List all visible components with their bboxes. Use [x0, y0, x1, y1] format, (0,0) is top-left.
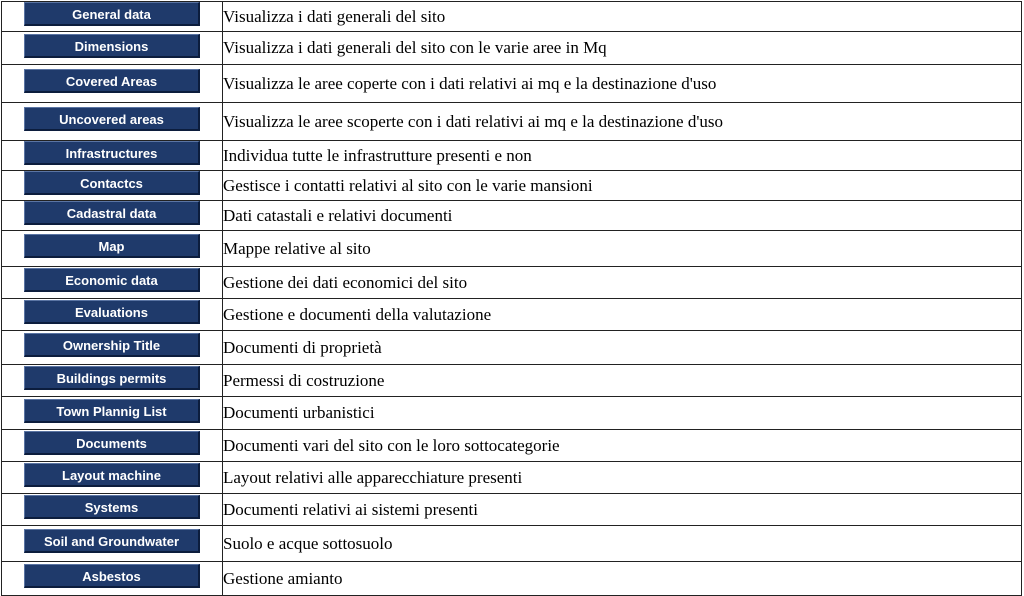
documents-button[interactable]: Documents [24, 431, 200, 455]
description-cell: Visualizza i dati generali del sito [223, 2, 1022, 32]
ownership-title-button[interactable]: Ownership Title [24, 333, 200, 357]
table-row [2, 494, 1022, 526]
covered-areas-button[interactable]: Covered Areas [24, 69, 200, 93]
map-button[interactable]: Map [24, 234, 200, 258]
table-row [2, 267, 1022, 299]
button-cell [2, 494, 223, 526]
button-cell [2, 331, 223, 365]
table-row [2, 365, 1022, 397]
systems-button[interactable]: Systems [24, 495, 200, 519]
asbestos-button[interactable]: Asbestos [24, 564, 200, 588]
uncovered-areas-button[interactable]: Uncovered areas [24, 107, 200, 131]
layout-machine-button[interactable]: Layout machine [24, 463, 200, 487]
table-row [2, 231, 1022, 267]
table-row [2, 171, 1022, 201]
description-cell: Documenti urbanistici [223, 397, 1022, 430]
description-cell: Layout relativi alle apparecchiature presenti [223, 462, 1022, 494]
button-cell [2, 141, 223, 171]
description-cell: Permessi di costruzione [223, 365, 1022, 397]
description-cell: Visualizza i dati generali del sito con le varie aree in Mq [223, 32, 1022, 65]
description-cell: Documenti relativi ai sistemi presenti [223, 494, 1022, 526]
table-row [2, 462, 1022, 494]
button-cell [2, 430, 223, 462]
table-row [2, 103, 1022, 141]
table-row [2, 2, 1022, 32]
table-row [2, 299, 1022, 331]
function-table-body [2, 2, 1022, 596]
description-cell: Individua tutte le infrastrutture presenti e non [223, 141, 1022, 171]
contacts-button[interactable]: Contactcs [24, 171, 200, 195]
table-row [2, 201, 1022, 231]
description-cell: Mappe relative al sito [223, 231, 1022, 267]
description-cell: Gestione e documenti della valutazione [223, 299, 1022, 331]
table-row [2, 65, 1022, 103]
dimensions-button[interactable]: Dimensions [24, 34, 200, 58]
description-cell: Dati catastali e relativi documenti [223, 201, 1022, 231]
table-row [2, 562, 1022, 596]
button-cell [2, 526, 223, 562]
cadastral-data-button[interactable]: Cadastral data [24, 201, 200, 225]
description-cell: Visualizza le aree scoperte con i dati relativi ai mq e la destinazione d'uso [223, 103, 1022, 141]
description-cell: Documenti di proprietà [223, 331, 1022, 365]
description-cell: Gestione amianto [223, 562, 1022, 596]
button-cell [2, 65, 223, 103]
table-row [2, 397, 1022, 430]
description-cell: Visualizza le aree coperte con i dati relativi ai mq e la destinazione d'uso [223, 65, 1022, 103]
button-cell [2, 2, 223, 32]
function-table [1, 1, 1022, 596]
general-data-button[interactable]: General data [24, 2, 200, 26]
button-cell [2, 171, 223, 201]
button-cell [2, 299, 223, 331]
button-cell [2, 462, 223, 494]
buildings-permits-button[interactable]: Buildings permits [24, 366, 200, 390]
button-cell [2, 32, 223, 65]
button-cell [2, 267, 223, 299]
town-planning-list-button[interactable]: Town Plannig List [24, 399, 200, 423]
button-cell [2, 103, 223, 141]
evaluations-button[interactable]: Evaluations [24, 300, 200, 324]
soil-and-groundwater-button[interactable]: Soil and Groundwater [24, 529, 200, 553]
button-cell [2, 397, 223, 430]
table-row [2, 141, 1022, 171]
description-cell: Gestisce i contatti relativi al sito con le varie mansioni [223, 171, 1022, 201]
button-cell [2, 231, 223, 267]
table-row [2, 526, 1022, 562]
description-cell: Suolo e acque sottosuolo [223, 526, 1022, 562]
button-cell [2, 562, 223, 596]
infrastructures-button[interactable]: Infrastructures [24, 141, 200, 165]
economic-data-button[interactable]: Economic data [24, 268, 200, 292]
description-cell: Gestione dei dati economici del sito [223, 267, 1022, 299]
table-row [2, 430, 1022, 462]
table-row [2, 331, 1022, 365]
button-cell [2, 365, 223, 397]
button-cell [2, 201, 223, 231]
table-row [2, 32, 1022, 65]
description-cell: Documenti vari del sito con le loro sottocategorie [223, 430, 1022, 462]
